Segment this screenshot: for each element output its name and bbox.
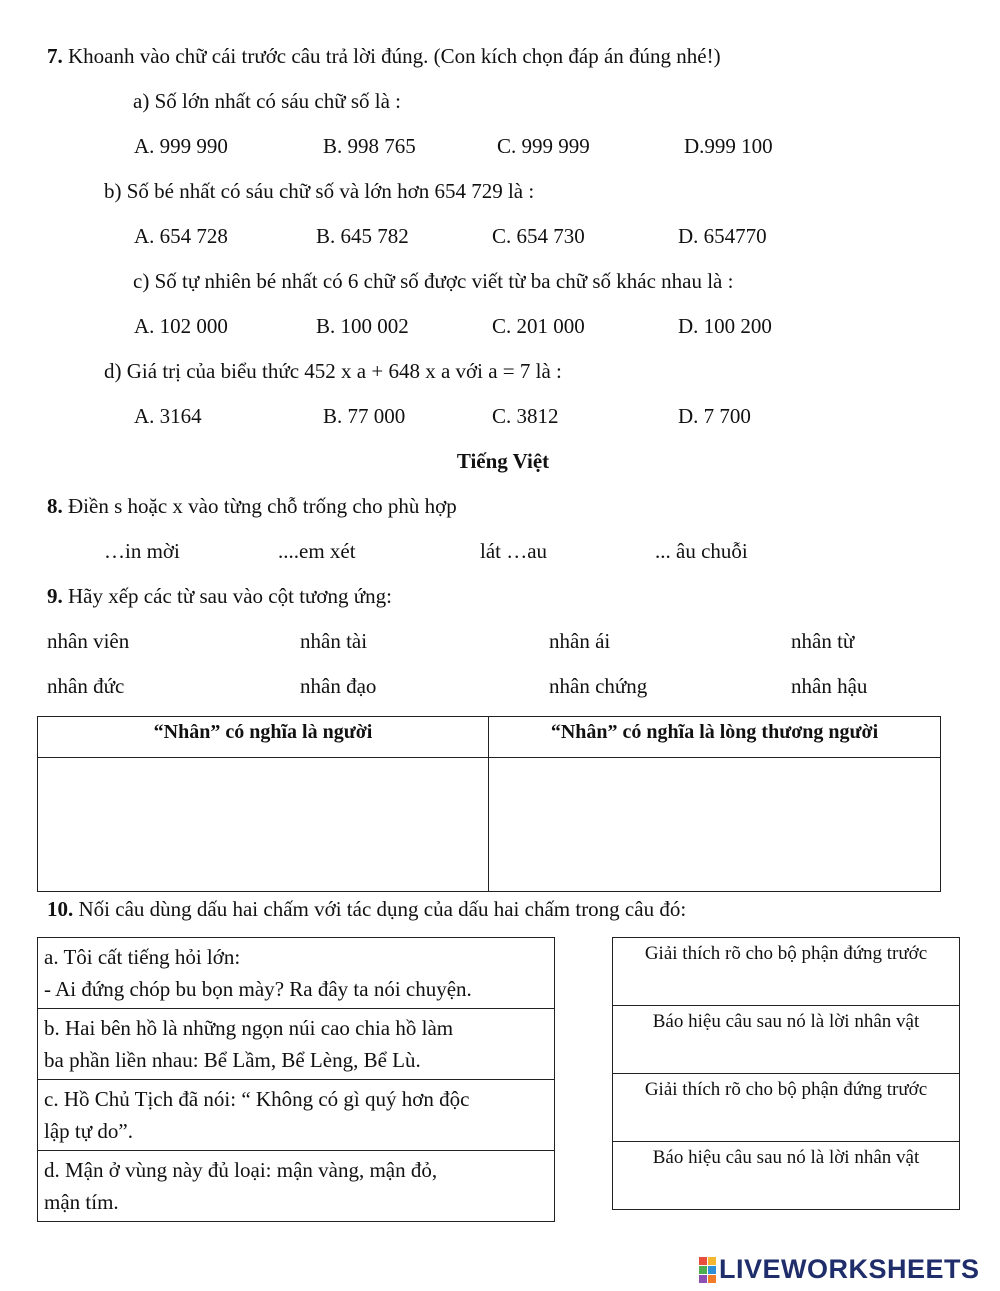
q10-sentence-table [37,937,555,1222]
q10-effect-2[interactable]: Báo hiệu câu sau nó là lời nhân vật [613,1006,960,1074]
q7b-option-d[interactable]: D. 654770 [678,224,767,248]
q10-sentence-c-line1: c. Hồ Chủ Tịch đã nói: “ Không có gì quý hơn độc [44,1087,470,1111]
q10-sentence-b[interactable] [38,1009,555,1080]
q9-column-header-compassion: “Nhân” có nghĩa là lòng thương người [489,717,941,758]
q10-sentence-b-line2: ba phần liền nhau: Bể Lầm, Bể Lèng, Bể Lù. [44,1048,421,1072]
q10-effect-4[interactable]: Báo hiệu câu sau nó là lời nhân vật [613,1142,960,1210]
q8-number: 8. [47,494,63,518]
q7-heading [47,43,721,69]
q10-sentence-a[interactable] [38,938,555,1009]
q8-blank-3[interactable]: lát …au [480,539,548,563]
q7d-stem: d) Giá trị của biểu thức 452 x a + 648 x a với a = 7 là : [104,359,562,383]
q9-word[interactable]: nhân tài [300,629,368,653]
q8-blank-2[interactable]: ....em xét [278,539,356,563]
logo-block [699,1275,707,1283]
q9-word[interactable]: nhân đạo [300,674,377,698]
logo-block [708,1257,716,1265]
q10-heading [47,896,686,922]
q7-number: 7. [47,44,63,68]
q7d-option-b[interactable]: B. 77 000 [323,404,406,428]
q7c-option-c[interactable]: C. 201 000 [492,314,585,338]
q7b-option-b[interactable]: B. 645 782 [316,224,409,248]
liveworksheets-logo [699,1255,980,1285]
q9-word[interactable]: nhân đức [47,674,125,698]
q7b-option-a[interactable]: A. 654 728 [134,224,228,248]
q7d-option-c[interactable]: C. 3812 [492,404,559,428]
q7d-option-a[interactable]: A. 3164 [134,404,202,428]
q10-sentence-b-line1: b. Hai bên hồ là những ngọn núi cao chia hồ làm [44,1016,454,1040]
q7c-option-d[interactable]: D. 100 200 [678,314,772,338]
logo-block [708,1275,716,1283]
q9-word[interactable]: nhân chứng [549,674,648,698]
q9-word[interactable]: nhân viên [47,629,130,653]
q9-prompt: Hãy xếp các từ sau vào cột tương ứng: [68,584,392,608]
q9-word[interactable]: nhân hậu [791,674,868,698]
q10-effect-3[interactable]: Giải thích rõ cho bộ phận đứng trước [613,1074,960,1142]
liveworksheets-logo-icon [699,1257,716,1283]
q8-blank-1[interactable]: …in mời [104,539,180,563]
q7c-option-b[interactable]: B. 100 002 [316,314,409,338]
logo-block [699,1266,707,1274]
q7-prompt: Khoanh vào chữ cái trước câu trả lời đúng. (Con kích chọn đáp án đúng nhé!) [68,44,721,68]
q7d-option-d[interactable]: D. 7 700 [678,404,751,428]
q10-effect-1[interactable]: Giải thích rõ cho bộ phận đứng trước [613,938,960,1006]
q8-prompt: Điền s hoặc x vào từng chỗ trống cho phù hợp [68,494,457,518]
q10-sentence-c[interactable] [38,1080,555,1151]
q10-sentence-a-line2: - Ai đứng chóp bu bọn mày? Ra đây ta nói chuyện. [44,977,472,1001]
q9-drop-zone-compassion[interactable] [489,758,941,892]
q10-sentence-c-line2: lập tự do”. [44,1119,133,1143]
q7b-option-c[interactable]: C. 654 730 [492,224,585,248]
q10-sentence-d[interactable] [38,1151,555,1222]
q10-effect-table [612,937,960,1210]
logo-block [708,1266,716,1274]
q7a-option-c[interactable]: C. 999 999 [497,134,590,158]
q10-number: 10. [47,897,74,921]
q9-column-header-person: “Nhân” có nghĩa là người [38,717,489,758]
q7c-option-a[interactable]: A. 102 000 [134,314,228,338]
q7a-stem: a) Số lớn nhất có sáu chữ số là : [133,89,402,113]
q7a-option-b[interactable]: B. 998 765 [323,134,416,158]
q10-sentence-d-line1: d. Mận ở vùng này đủ loại: mận vàng, mận đỏ, [44,1158,438,1182]
q10-sentence-d-line2: mận tím. [44,1190,119,1214]
q9-word[interactable]: nhân ái [549,629,611,653]
q9-sort-table [37,716,941,892]
q10-prompt: Nối câu dùng dấu hai chấm với tác dụng của dấu hai chấm trong câu đó: [78,897,687,921]
q10-sentence-a-line1: a. Tôi cất tiếng hỏi lớn: [44,945,241,969]
section-title: Tiếng Việt [456,449,550,473]
q9-number: 9. [47,584,63,608]
q7c-stem: c) Số tự nhiên bé nhất có 6 chữ số được viết từ ba chữ số khác nhau là : [133,269,734,293]
q9-word[interactable]: nhân từ [791,629,855,653]
q7a-option-d[interactable]: D.999 100 [684,134,773,158]
q9-drop-zone-person[interactable] [38,758,489,892]
liveworksheets-brand: LIVEWORKSHEETS [719,1254,980,1285]
q8-heading [47,493,457,519]
q9-heading [47,583,392,609]
logo-block [699,1257,707,1265]
q8-blank-4[interactable]: ... âu chuỗi [655,539,748,563]
q7b-stem: b) Số bé nhất có sáu chữ số và lớn hơn 654 729 là : [104,179,535,203]
q7a-option-a[interactable]: A. 999 990 [134,134,228,158]
